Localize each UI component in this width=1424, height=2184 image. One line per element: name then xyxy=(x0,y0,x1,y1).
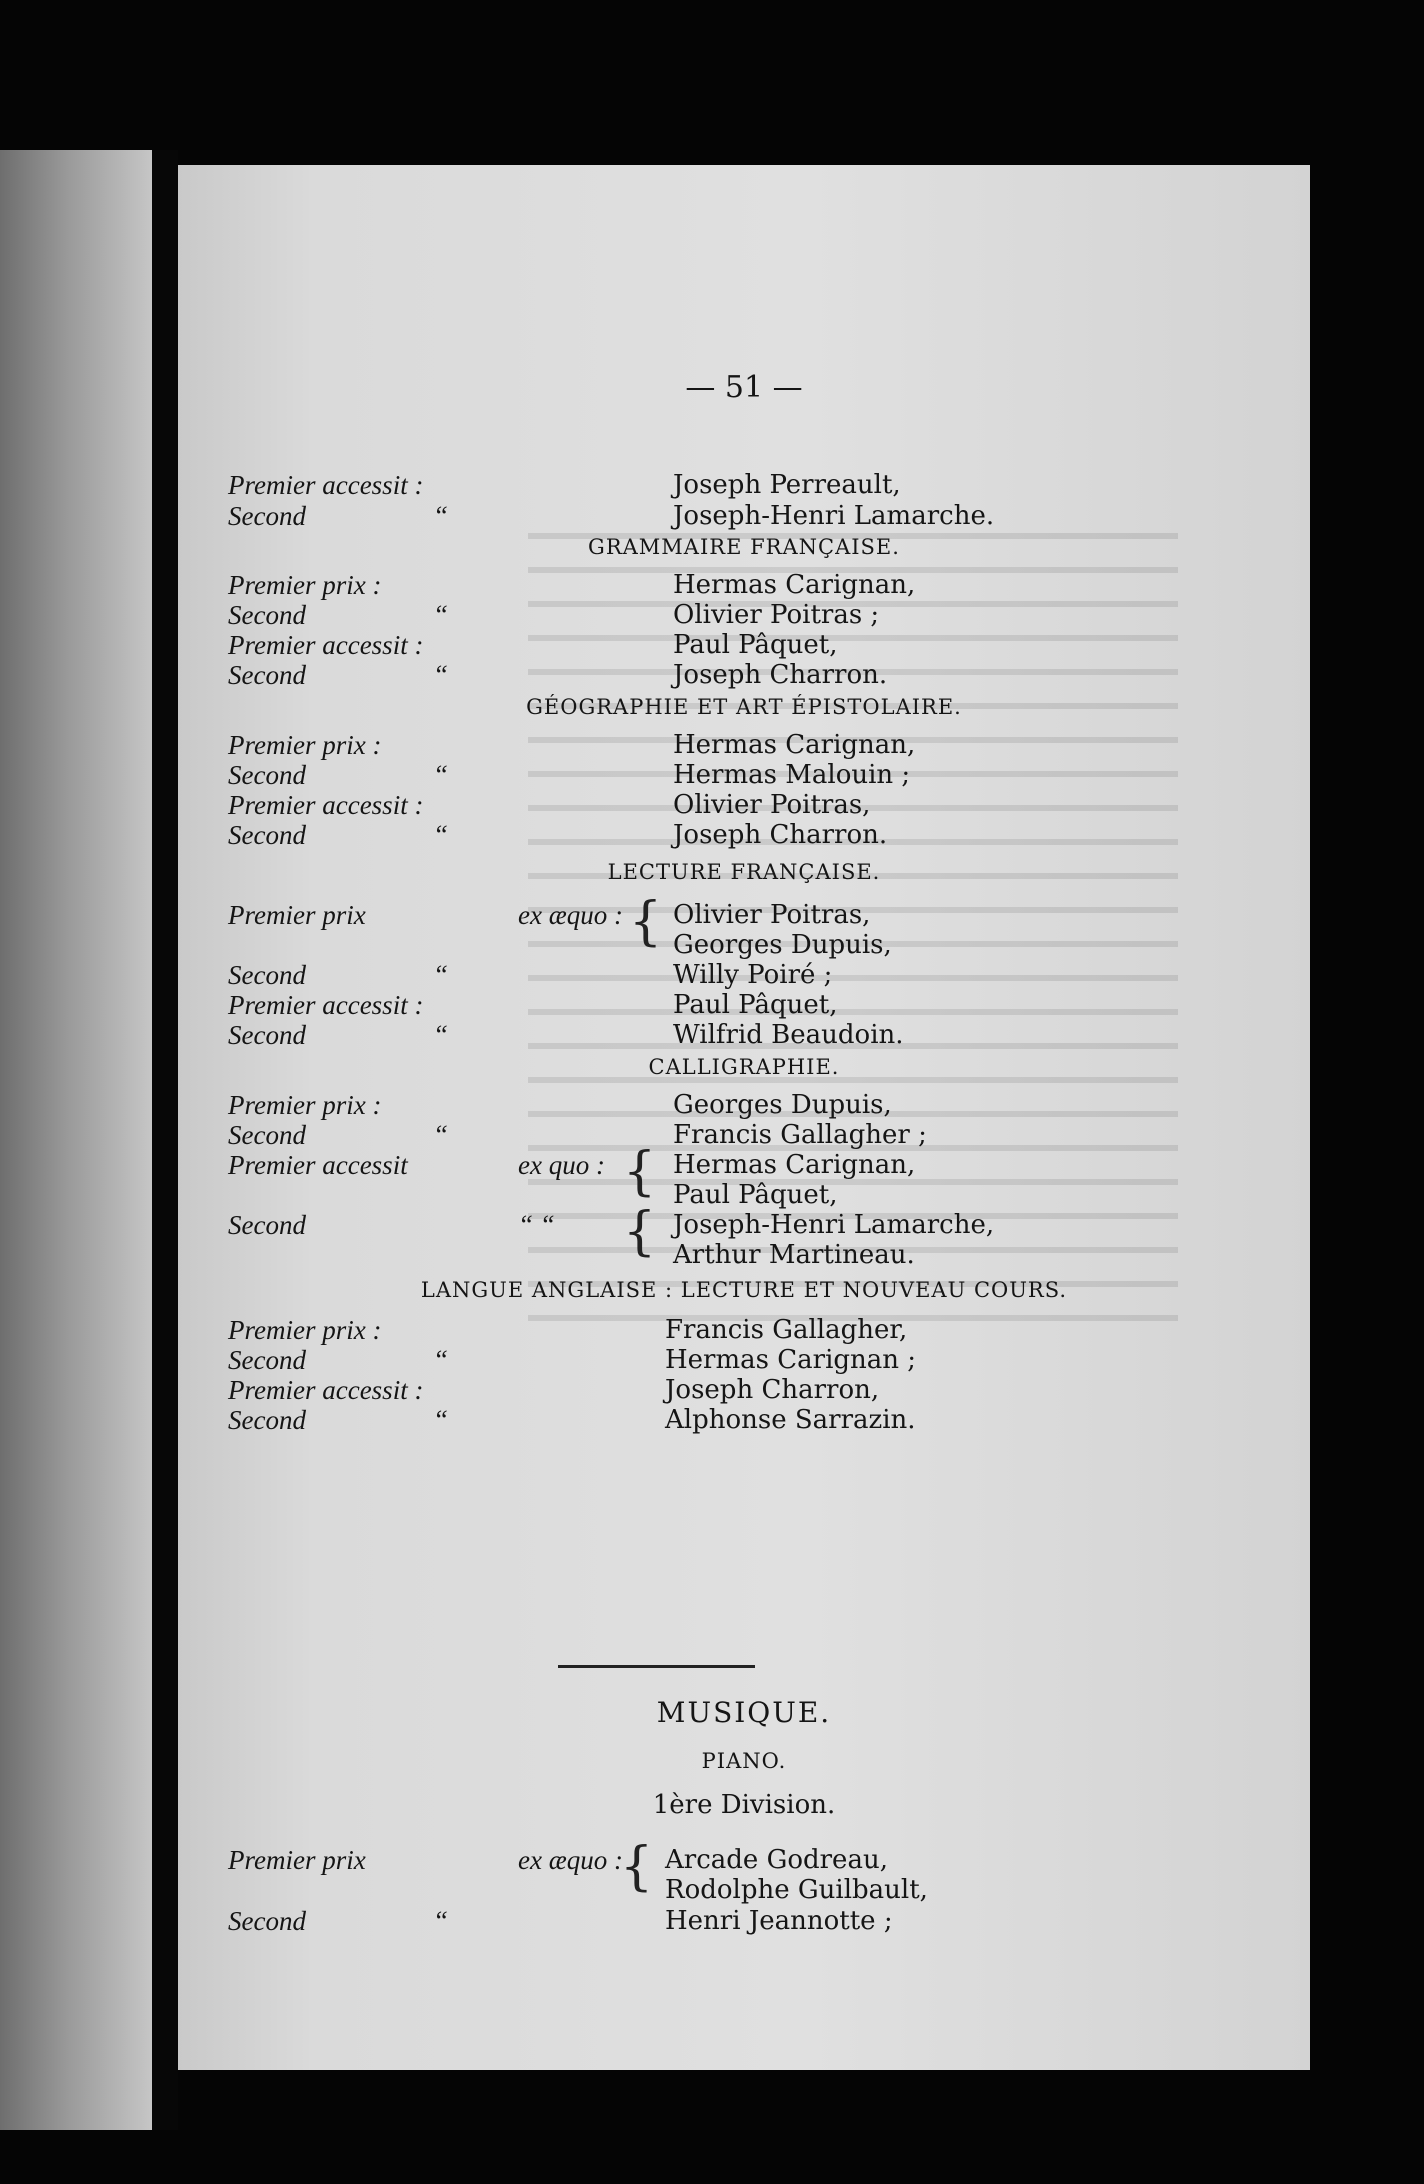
prize-row-ditto: “ xyxy=(433,1120,449,1150)
page-number: — 51 — xyxy=(685,370,803,405)
prize-row-ditto: “ xyxy=(433,960,449,990)
prize-row-ditto: “ xyxy=(433,760,449,790)
prize-row-ditto: “ xyxy=(433,501,449,531)
section-heading: LANGUE ANGLAISE : LECTURE ET NOUVEAU COURS. xyxy=(420,1278,1068,1302)
prize-row-name: Hermas Carignan, xyxy=(673,1150,916,1180)
ex-aequo-brace: { xyxy=(620,1837,654,1897)
prize-row-name: Hermas Carignan ; xyxy=(665,1345,917,1375)
prize-row-label: Second xyxy=(228,1405,306,1435)
prize-row-ditto: “ xyxy=(433,1405,449,1435)
music-title: MUSIQUE. xyxy=(656,1696,832,1729)
prize-row-name: Paul Pâquet, xyxy=(673,1180,838,1210)
prize-row-label: Second xyxy=(228,1020,306,1050)
division-text: 1ère Division. xyxy=(652,1790,836,1820)
prize-row-label: Second xyxy=(228,1120,306,1150)
section-heading: CALLIGRAPHIE. xyxy=(648,1055,840,1079)
prize-row-name: Hermas Carignan, xyxy=(673,730,916,760)
document-page xyxy=(178,165,1310,2070)
prize-row-name: Arthur Martineau. xyxy=(673,1240,915,1270)
prize-row-name: Olivier Poitras, xyxy=(673,790,871,820)
prize-row-name: Joseph-Henri Lamarche. xyxy=(673,501,995,531)
music-row-ditto: “ xyxy=(433,1906,449,1936)
prize-row-ditto: ex æquo : xyxy=(518,900,623,930)
prize-row-label: Premier prix : xyxy=(228,570,382,600)
prize-row-label: Premier accessit : xyxy=(228,790,424,820)
prize-row-name: Alphonse Sarrazin. xyxy=(665,1405,916,1435)
prize-row-label: Second xyxy=(228,960,306,990)
prize-row-name: Joseph Charron, xyxy=(665,1375,880,1405)
section-divider xyxy=(558,1665,755,1668)
section-heading: GÉOGRAPHIE ET ART ÉPISTOLAIRE. xyxy=(526,695,962,719)
prize-row-label: Second xyxy=(228,660,306,690)
prize-row-name: Francis Gallagher ; xyxy=(673,1120,927,1150)
ex-aequo-brace: { xyxy=(623,1202,657,1262)
prize-row-ditto: “ xyxy=(433,600,449,630)
prize-row-label: Premier accessit xyxy=(228,1150,408,1180)
prize-row-label: Second xyxy=(228,600,306,630)
prize-row-name: Hermas Malouin ; xyxy=(673,760,911,790)
book-gutter xyxy=(152,150,178,2130)
prize-row-label: Premier prix xyxy=(228,900,366,930)
prize-row-label: Premier accessit : xyxy=(228,630,424,660)
prize-row-label: Second xyxy=(228,820,306,850)
prize-row-name: Paul Pâquet, xyxy=(673,630,838,660)
music-row-ditto: ex æquo : xyxy=(518,1845,623,1875)
prize-row-name: Joseph Charron. xyxy=(673,660,888,690)
prize-row-label: Premier prix : xyxy=(228,730,382,760)
adjacent-page xyxy=(0,150,152,2130)
music-row-label: Second xyxy=(228,1906,306,1936)
prize-row-label: Premier accessit : xyxy=(228,990,424,1020)
prize-row-name: Hermas Carignan, xyxy=(673,570,916,600)
music-subtitle: PIANO. xyxy=(701,1749,787,1773)
prize-row-ditto: ex quo : xyxy=(518,1150,605,1180)
prize-row-name: Paul Pâquet, xyxy=(673,990,838,1020)
prize-row-label: Premier prix : xyxy=(228,1090,382,1120)
prize-row-name: Olivier Poitras ; xyxy=(673,600,880,630)
prize-row-ditto: “ xyxy=(433,1020,449,1050)
prize-row-name: Francis Gallagher, xyxy=(665,1315,908,1345)
prize-row-ditto: “ xyxy=(433,1345,449,1375)
prize-row-name: Joseph Charron. xyxy=(673,820,888,850)
prize-row-label: Second xyxy=(228,501,306,531)
section-heading: GRAMMAIRE FRANÇAISE. xyxy=(588,535,900,559)
music-row-name: Rodolphe Guilbault, xyxy=(665,1875,928,1905)
prize-row-name: Olivier Poitras, xyxy=(673,900,871,930)
prize-row-name: Wilfrid Beaudoin. xyxy=(673,1020,904,1050)
music-row-label: Premier prix xyxy=(228,1845,366,1875)
prize-row-label: Premier accessit : xyxy=(228,1375,424,1405)
prize-row-label: Second xyxy=(228,760,306,790)
prize-row-ditto: “ “ xyxy=(518,1210,555,1240)
prize-row-label: Second xyxy=(228,1210,306,1240)
prize-row-name: Joseph-Henri Lamarche, xyxy=(673,1210,995,1240)
music-row-name: Henri Jeannotte ; xyxy=(665,1906,893,1936)
prize-row-ditto: “ xyxy=(433,820,449,850)
ex-aequo-brace: { xyxy=(629,892,663,952)
prize-row-name: Willy Poiré ; xyxy=(673,960,833,990)
prize-row-name: Joseph Perreault, xyxy=(673,470,901,500)
prize-row-label: Premier prix : xyxy=(228,1315,382,1345)
prize-row-ditto: “ xyxy=(433,660,449,690)
ex-aequo-brace: { xyxy=(623,1142,657,1202)
prize-row-label: Second xyxy=(228,1345,306,1375)
music-division xyxy=(178,1790,1310,1820)
prize-row-name: Georges Dupuis, xyxy=(673,930,892,960)
prize-row-name: Georges Dupuis, xyxy=(673,1090,892,1120)
prize-row-label: Premier accessit : xyxy=(228,470,424,500)
section-heading: LECTURE FRANÇAISE. xyxy=(607,860,881,884)
music-row-name: Arcade Godreau, xyxy=(665,1845,888,1875)
